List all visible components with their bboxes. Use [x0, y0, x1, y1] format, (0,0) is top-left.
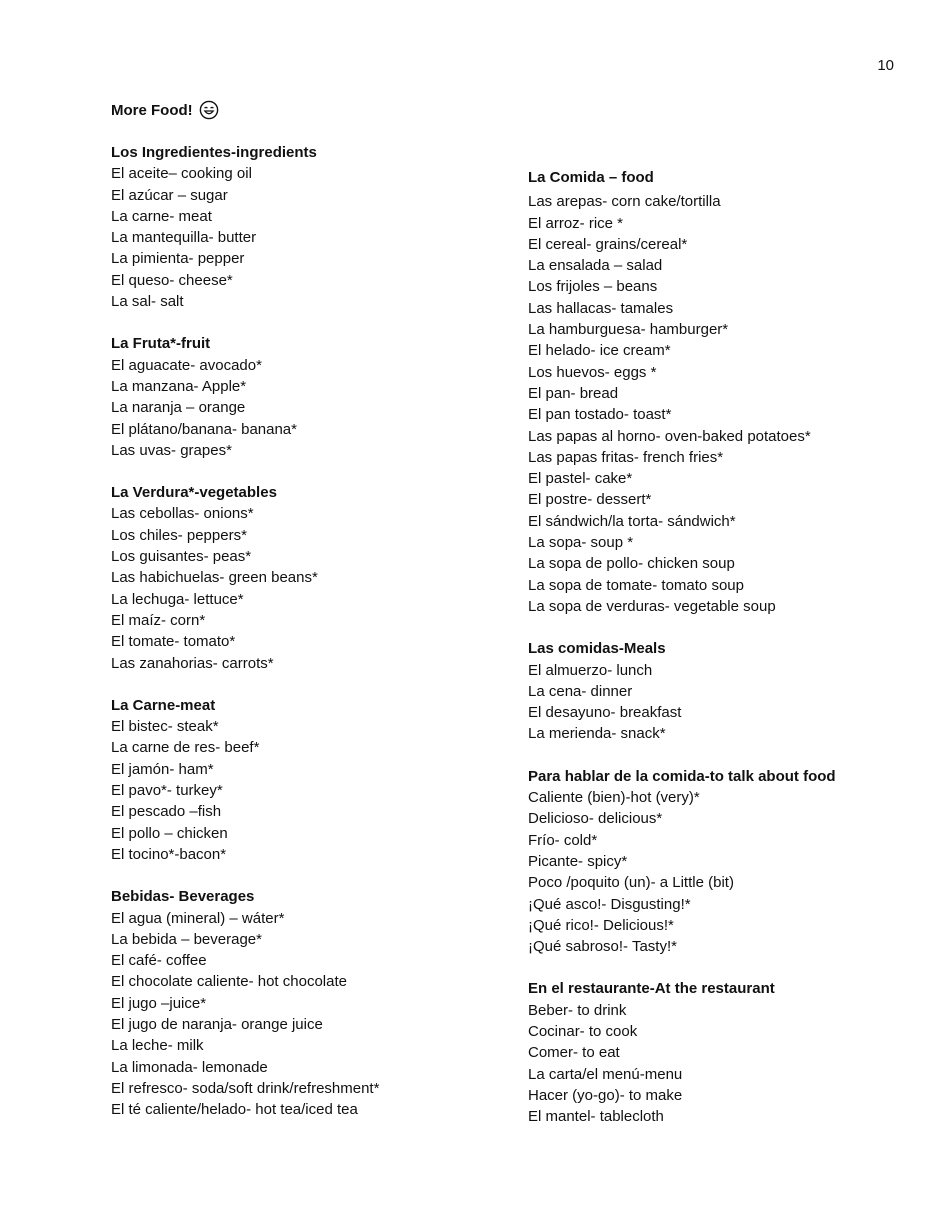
vocab-item: El azúcar – sugar [111, 186, 228, 204]
vocab-item: El arroz- rice * [528, 214, 624, 232]
vocab-item: La mantequilla- butter [111, 229, 257, 247]
vocab-item: La carne- meat [111, 207, 212, 225]
vocab-list [111, 908, 491, 1121]
section-heading: La Carne-meat [111, 696, 216, 714]
vocab-item: El jugo de naranja- orange juice [111, 1015, 323, 1033]
vocab-item: El café- coffee [111, 952, 207, 970]
vocab-list [528, 191, 908, 617]
vocab-list [111, 163, 491, 312]
vocab-item: La limonada- lemonade [111, 1058, 268, 1076]
vocab-item: Hacer (yo-go)- to make [528, 1086, 683, 1104]
section-heading: La Comida – food [528, 169, 654, 186]
vocab-item: El desayuno- breakfast [528, 704, 682, 722]
vocab-item: La lechuga- lettuce* [111, 590, 244, 608]
vocab-item: El pescado –fish [111, 803, 222, 821]
page-title-text: More Food! [111, 101, 193, 119]
vocab-item: Beber- to drink [528, 1001, 627, 1019]
left-column [111, 142, 491, 1141]
page-title [111, 100, 219, 120]
vocab-item: Poco /poquito (un)- a Little (bit) [528, 874, 734, 892]
vocab-section [111, 886, 491, 1120]
vocab-section [111, 482, 491, 674]
vocab-item: El tomate- tomato* [111, 633, 236, 651]
smiley-face-icon [199, 100, 219, 120]
vocab-item: Cocinar- to cook [528, 1022, 638, 1040]
vocab-item: El sándwich/la torta- sándwich* [528, 512, 736, 530]
vocab-list [528, 787, 908, 957]
vocab-item: La sopa- soup * [528, 534, 634, 552]
vocab-item: El almuerzo- lunch [528, 661, 653, 679]
vocab-item: Los frijoles – beans [528, 278, 658, 296]
vocab-item: El bistec- steak* [111, 718, 219, 736]
vocab-item: El agua (mineral) – wáter* [111, 909, 285, 927]
vocab-item: El jamón- ham* [111, 760, 214, 778]
section-heading: Los Ingredientes-ingredients [111, 144, 317, 161]
vocab-item: La cena- dinner [528, 682, 633, 700]
vocab-item: Las uvas- grapes* [111, 441, 232, 459]
vocab-section [528, 978, 908, 1127]
vocab-item: Las arepas- corn cake/tortilla [528, 193, 721, 211]
vocab-list [111, 503, 491, 673]
vocab-item: El aceite– cooking oil [111, 165, 252, 183]
vocab-item: Los huevos- eggs * [528, 363, 657, 381]
vocab-item: Comer- to eat [528, 1044, 620, 1062]
vocab-item: La hamburguesa- hamburger* [528, 321, 729, 339]
vocab-item: El aguacate- avocado* [111, 356, 262, 374]
vocab-section [111, 142, 491, 312]
vocab-item: La sopa de tomate- tomato soup [528, 576, 744, 594]
vocab-item: La carne de res- beef* [111, 739, 260, 757]
vocab-item: Los guisantes- peas* [111, 548, 252, 566]
vocab-item: El plátano/banana- banana* [111, 420, 297, 438]
vocab-item: Delicioso- delicious* [528, 810, 663, 828]
vocab-item: Las zanahorias- carrots* [111, 654, 274, 672]
vocab-item: El pan tostado- toast* [528, 406, 672, 424]
vocab-item: Las cebollas- onions* [111, 505, 254, 523]
vocab-item: El queso- cheese* [111, 271, 233, 289]
vocab-item: El pastel- cake* [528, 470, 633, 488]
vocab-item: ¡Qué sabroso!- Tasty!* [528, 938, 677, 956]
vocab-item: El chocolate caliente- hot chocolate [111, 973, 347, 991]
vocab-section [528, 766, 908, 958]
vocab-item: El refresco- soda/soft drink/refreshment* [111, 1079, 380, 1097]
section-heading: Bebidas- Beverages [111, 888, 255, 906]
section-heading: En el restaurante-At the restaurant [528, 980, 775, 998]
vocab-item: El pan- bread [528, 384, 619, 402]
vocab-item: Las hallacas- tamales [528, 299, 674, 317]
vocab-item: Las papas fritas- french fries* [528, 448, 724, 466]
section-heading: Las comidas-Meals [528, 640, 666, 658]
section-heading: Para hablar de la comida-to talk about food [528, 767, 836, 785]
vocab-item: La manzana- Apple* [111, 377, 247, 395]
vocab-item: Frío- cold* [528, 831, 598, 849]
vocab-item: La ensalada – salad [528, 257, 663, 275]
vocab-item: La bebida – beverage* [111, 930, 262, 948]
vocab-item: Las habichuelas- green beans* [111, 569, 318, 587]
right-column [528, 167, 908, 1148]
vocab-item: La sopa de pollo- chicken soup [528, 555, 735, 573]
vocab-item: Picante- spicy* [528, 852, 628, 870]
vocab-item: El jugo –juice* [111, 994, 207, 1012]
vocab-item: El postre- dessert* [528, 491, 652, 509]
vocab-item: El cereal- grains/cereal* [528, 235, 688, 253]
vocab-list [111, 716, 491, 865]
vocab-item: La leche- milk [111, 1037, 204, 1055]
page-number: 10 [877, 57, 894, 74]
vocab-item: El mantel- tablecloth [528, 1108, 664, 1126]
vocab-item: ¡Qué asco!- Disgusting!* [528, 895, 691, 913]
vocab-section [111, 333, 491, 461]
vocab-list [528, 660, 908, 745]
vocab-section [528, 638, 908, 744]
vocab-section [111, 695, 491, 865]
vocab-item: El tocino*-bacon* [111, 845, 227, 863]
vocab-item: El helado- ice cream* [528, 342, 671, 360]
vocab-item: El té caliente/helado- hot tea/iced tea [111, 1101, 358, 1119]
vocab-list [111, 355, 491, 461]
vocab-section [528, 167, 908, 617]
vocab-item: La naranja – orange [111, 399, 246, 417]
section-heading: La Verdura*-vegetables [111, 484, 277, 502]
vocab-list [528, 1000, 908, 1128]
vocab-item: La sal- salt [111, 293, 184, 311]
vocab-item: ¡Qué rico!- Delicious!* [528, 916, 674, 934]
vocab-item: La sopa de verduras- vegetable soup [528, 597, 776, 615]
vocab-item: La merienda- snack* [528, 725, 666, 743]
vocab-item: El pollo – chicken [111, 824, 228, 842]
vocab-item: Las papas al horno- oven-baked potatoes* [528, 427, 811, 445]
vocab-item: Los chiles- peppers* [111, 526, 247, 544]
vocab-item: La pimienta- pepper [111, 250, 245, 268]
vocab-item: Caliente (bien)-hot (very)* [528, 789, 700, 807]
vocab-item: El pavo*- turkey* [111, 782, 223, 800]
section-heading: La Fruta*-fruit [111, 335, 211, 353]
vocab-item: El maíz- corn* [111, 611, 206, 629]
vocab-item: La carta/el menú-menu [528, 1065, 683, 1083]
